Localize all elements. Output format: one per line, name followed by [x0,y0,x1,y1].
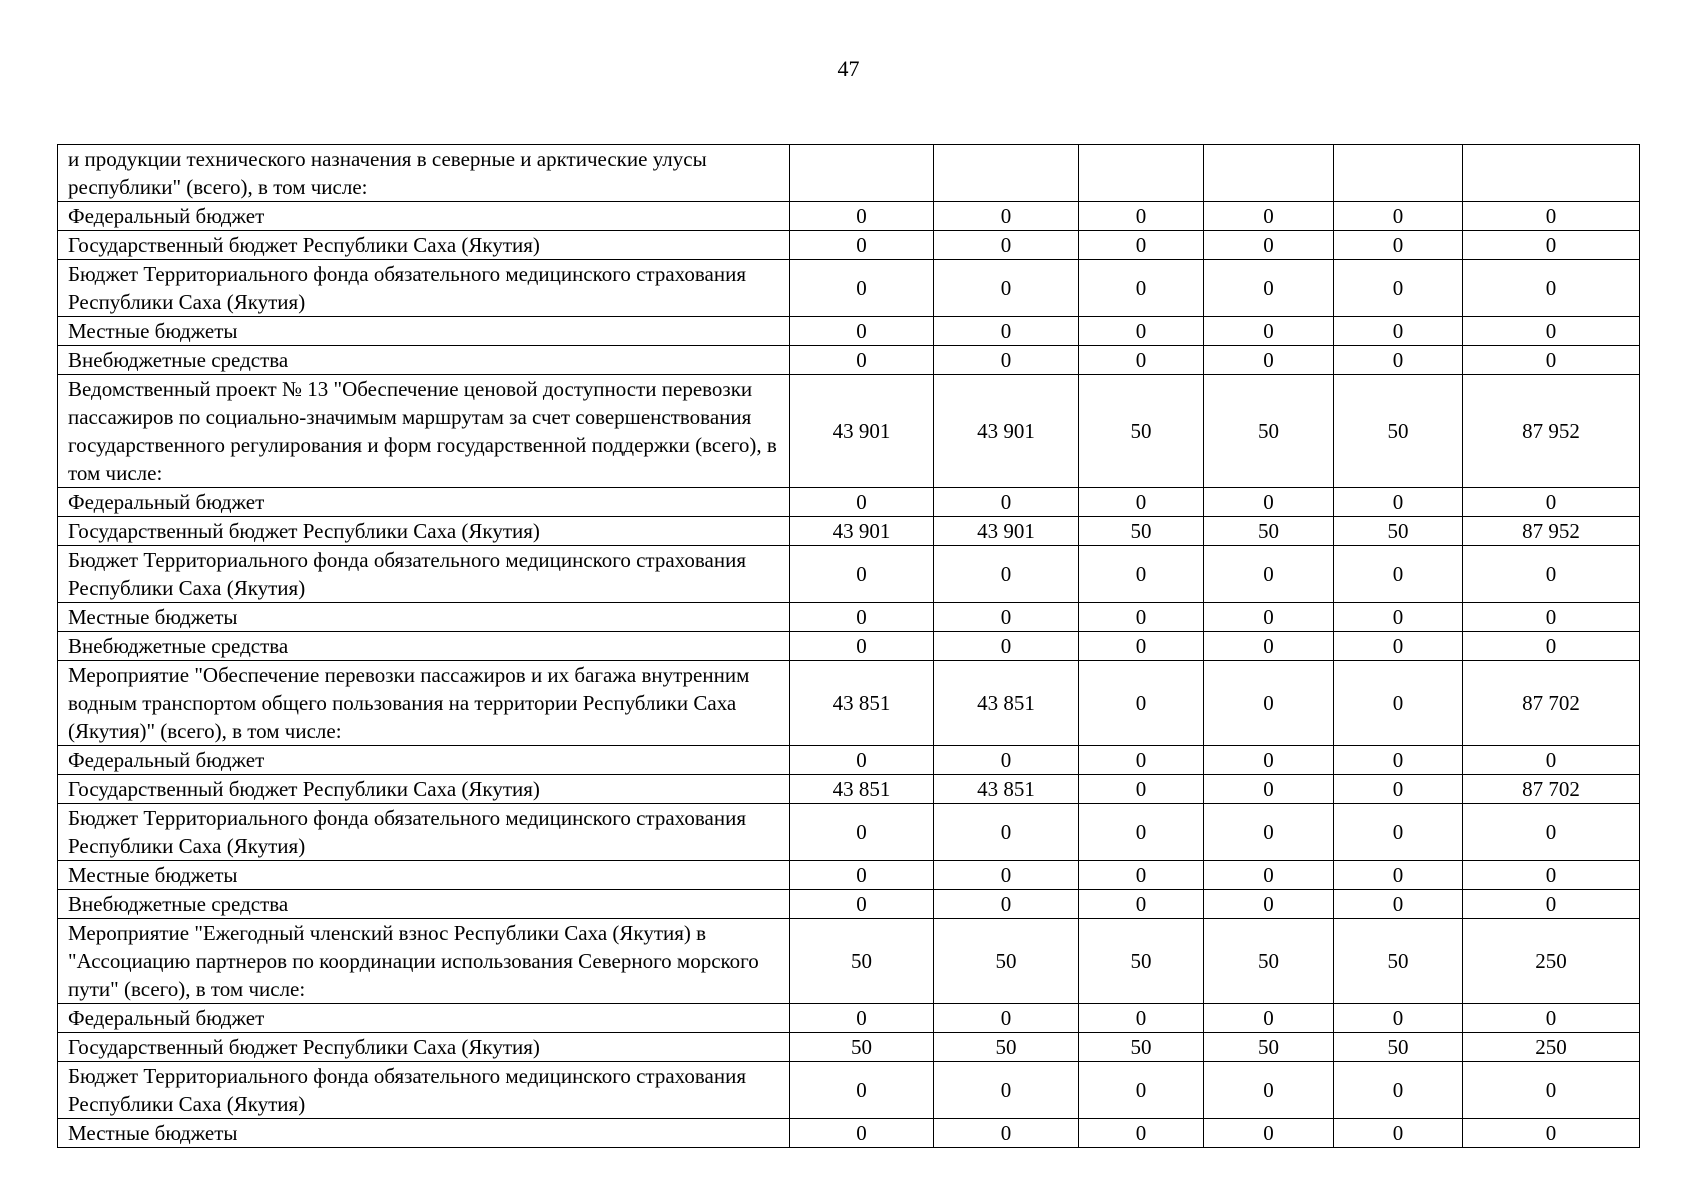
value-cell: 0 [1463,317,1640,346]
value-cell: 0 [934,317,1079,346]
value-cell: 0 [934,231,1079,260]
value-cell: 0 [1334,775,1463,804]
value-cell: 87 952 [1463,517,1640,546]
row-label: Государственный бюджет Республики Саха (Якутия) [58,775,790,804]
row-label: Бюджет Территориального фонда обязательного медицинского страхования Республики Саха (Якутия) [58,1062,790,1119]
value-cell: 50 [1334,1033,1463,1062]
value-cell: 0 [1334,346,1463,375]
value-cell [1079,145,1204,202]
value-cell: 0 [1079,488,1204,517]
table-row [58,375,1640,488]
budget-table-body [58,145,1640,1148]
value-cell: 87 702 [1463,775,1640,804]
budget-table [57,144,1640,1148]
table-row [58,603,1640,632]
value-cell: 0 [1334,890,1463,919]
value-cell [790,145,934,202]
row-label: Бюджет Территориального фонда обязательного медицинского страхования Республики Саха (Якутия) [58,546,790,603]
value-cell: 50 [934,919,1079,1004]
value-cell: 0 [1204,317,1334,346]
value-cell: 0 [1204,775,1334,804]
value-cell: 0 [790,231,934,260]
value-cell: 0 [1334,488,1463,517]
value-cell: 0 [1334,546,1463,603]
table-row [58,546,1640,603]
value-cell: 0 [1079,861,1204,890]
value-cell: 0 [1334,317,1463,346]
value-cell: 0 [934,260,1079,317]
value-cell: 0 [1463,603,1640,632]
value-cell: 0 [1204,346,1334,375]
value-cell: 0 [1079,231,1204,260]
value-cell: 0 [934,890,1079,919]
value-cell: 0 [934,202,1079,231]
value-cell [934,145,1079,202]
value-cell: 0 [1463,1004,1640,1033]
value-cell: 0 [1204,231,1334,260]
value-cell: 0 [1079,746,1204,775]
table-row [58,1119,1640,1148]
row-label: Бюджет Территориального фонда обязательного медицинского страхования Республики Саха (Якутия) [58,260,790,317]
value-cell: 0 [1204,1119,1334,1148]
table-row [58,804,1640,861]
table-row [58,1033,1640,1062]
value-cell: 0 [1079,546,1204,603]
value-cell: 43 901 [934,375,1079,488]
table-row [58,861,1640,890]
row-label: Местные бюджеты [58,317,790,346]
value-cell: 0 [1204,890,1334,919]
value-cell: 0 [1079,260,1204,317]
value-cell: 0 [790,746,934,775]
value-cell: 50 [1334,375,1463,488]
table-row [58,488,1640,517]
value-cell: 0 [1204,202,1334,231]
value-cell: 0 [1463,861,1640,890]
value-cell: 43 851 [790,775,934,804]
value-cell: 0 [1463,804,1640,861]
value-cell: 0 [1204,861,1334,890]
value-cell: 0 [790,861,934,890]
value-cell: 87 702 [1463,661,1640,746]
value-cell: 50 [790,919,934,1004]
table-row [58,919,1640,1004]
value-cell: 50 [1204,1033,1334,1062]
row-label: Мероприятие "Ежегодный членский взнос Республики Саха (Якутия) в "Ассоциацию партнеров по координации использования Северного морского пути" (всего), в том числе: [58,919,790,1004]
table-row [58,260,1640,317]
value-cell: 0 [1334,804,1463,861]
value-cell: 0 [1079,603,1204,632]
value-cell: 0 [790,632,934,661]
row-label: Мероприятие "Обеспечение перевозки пассажиров и их багажа внутренним водным транспортом общего пользования на территории Республики Саха (Якутия)" (всего), в том числе: [58,661,790,746]
value-cell: 43 901 [790,517,934,546]
table-row [58,231,1640,260]
value-cell: 0 [934,1062,1079,1119]
value-cell: 0 [790,488,934,517]
value-cell: 0 [1334,1004,1463,1033]
value-cell: 0 [934,1119,1079,1148]
value-cell: 43 851 [790,661,934,746]
table-row [58,1062,1640,1119]
row-label: Местные бюджеты [58,861,790,890]
value-cell: 50 [1079,1033,1204,1062]
table-row [58,517,1640,546]
value-cell: 0 [934,746,1079,775]
value-cell: 0 [1463,890,1640,919]
value-cell: 0 [1463,202,1640,231]
value-cell: 0 [1334,202,1463,231]
value-cell: 50 [1334,517,1463,546]
table-row [58,775,1640,804]
value-cell: 0 [790,546,934,603]
row-label: и продукции технического назначения в северные и арктические улусы республики" (всего), в том числе: [58,145,790,202]
page-number: 47 [837,56,860,81]
value-cell: 0 [1204,661,1334,746]
row-label: Государственный бюджет Республики Саха (Якутия) [58,1033,790,1062]
value-cell: 0 [1334,603,1463,632]
value-cell: 0 [790,260,934,317]
value-cell: 0 [1463,1062,1640,1119]
row-label: Федеральный бюджет [58,746,790,775]
table-row [58,202,1640,231]
value-cell: 87 952 [1463,375,1640,488]
value-cell: 0 [1079,1119,1204,1148]
value-cell: 0 [934,632,1079,661]
value-cell: 0 [790,1004,934,1033]
value-cell: 0 [934,346,1079,375]
value-cell: 0 [1334,260,1463,317]
value-cell: 50 [1079,375,1204,488]
row-label: Внебюджетные средства [58,890,790,919]
value-cell: 0 [934,804,1079,861]
value-cell: 0 [790,317,934,346]
value-cell: 0 [1079,775,1204,804]
value-cell: 43 901 [934,517,1079,546]
value-cell: 0 [1204,603,1334,632]
value-cell: 50 [790,1033,934,1062]
table-row [58,890,1640,919]
value-cell: 0 [790,603,934,632]
value-cell [1334,145,1463,202]
value-cell: 43 901 [790,375,934,488]
value-cell: 0 [934,488,1079,517]
value-cell: 0 [790,346,934,375]
value-cell: 0 [1204,1004,1334,1033]
value-cell: 0 [1463,746,1640,775]
value-cell: 0 [790,1119,934,1148]
value-cell: 0 [1334,1119,1463,1148]
value-cell [1463,145,1640,202]
value-cell: 0 [1079,317,1204,346]
row-label: Местные бюджеты [58,1119,790,1148]
value-cell: 0 [1204,1062,1334,1119]
row-label: Федеральный бюджет [58,202,790,231]
value-cell: 0 [790,202,934,231]
value-cell: 50 [1204,375,1334,488]
row-label: Внебюджетные средства [58,632,790,661]
table-row [58,145,1640,202]
value-cell: 0 [1204,546,1334,603]
row-label: Государственный бюджет Республики Саха (Якутия) [58,231,790,260]
value-cell: 0 [934,861,1079,890]
value-cell: 0 [790,1062,934,1119]
value-cell: 0 [1079,1062,1204,1119]
value-cell: 0 [934,603,1079,632]
value-cell: 0 [1204,260,1334,317]
value-cell: 0 [1334,1062,1463,1119]
value-cell: 0 [790,890,934,919]
value-cell: 250 [1463,1033,1640,1062]
value-cell: 50 [1334,919,1463,1004]
value-cell: 0 [1463,488,1640,517]
value-cell: 0 [1204,632,1334,661]
value-cell: 0 [1204,804,1334,861]
value-cell: 0 [1463,632,1640,661]
value-cell: 50 [934,1033,1079,1062]
value-cell: 43 851 [934,661,1079,746]
value-cell [1204,145,1334,202]
value-cell: 0 [1079,890,1204,919]
table-row [58,317,1640,346]
table-row [58,746,1640,775]
value-cell: 0 [1204,488,1334,517]
value-cell: 0 [1463,260,1640,317]
value-cell: 0 [934,1004,1079,1033]
value-cell: 0 [1463,1119,1640,1148]
row-label: Ведомственный проект № 13 "Обеспечение ценовой доступности перевозки пассажиров по социально-значимым маршрутам за счет совершенствования государственного регулирования и форм государственной поддержки (всего), в том числе: [58,375,790,488]
value-cell: 0 [1079,346,1204,375]
value-cell: 0 [1334,632,1463,661]
value-cell: 0 [1463,231,1640,260]
value-cell: 50 [1204,517,1334,546]
value-cell: 0 [1334,231,1463,260]
value-cell: 50 [1079,517,1204,546]
value-cell: 0 [1334,746,1463,775]
value-cell: 50 [1079,919,1204,1004]
value-cell: 0 [1079,1004,1204,1033]
table-row [58,1004,1640,1033]
row-label: Федеральный бюджет [58,1004,790,1033]
row-label: Внебюджетные средства [58,346,790,375]
value-cell: 0 [1204,746,1334,775]
value-cell: 0 [1334,861,1463,890]
table-row [58,346,1640,375]
value-cell: 43 851 [934,775,1079,804]
table-row [58,661,1640,746]
value-cell: 0 [1079,661,1204,746]
value-cell: 0 [1079,632,1204,661]
row-label: Местные бюджеты [58,603,790,632]
value-cell: 0 [790,804,934,861]
value-cell: 0 [1463,346,1640,375]
value-cell: 250 [1463,919,1640,1004]
value-cell: 0 [1334,661,1463,746]
value-cell: 0 [1463,546,1640,603]
value-cell: 0 [1079,202,1204,231]
row-label: Бюджет Территориального фонда обязательного медицинского страхования Республики Саха (Якутия) [58,804,790,861]
value-cell: 0 [1079,804,1204,861]
row-label: Федеральный бюджет [58,488,790,517]
value-cell: 50 [1204,919,1334,1004]
value-cell: 0 [934,546,1079,603]
table-row [58,632,1640,661]
row-label: Государственный бюджет Республики Саха (Якутия) [58,517,790,546]
